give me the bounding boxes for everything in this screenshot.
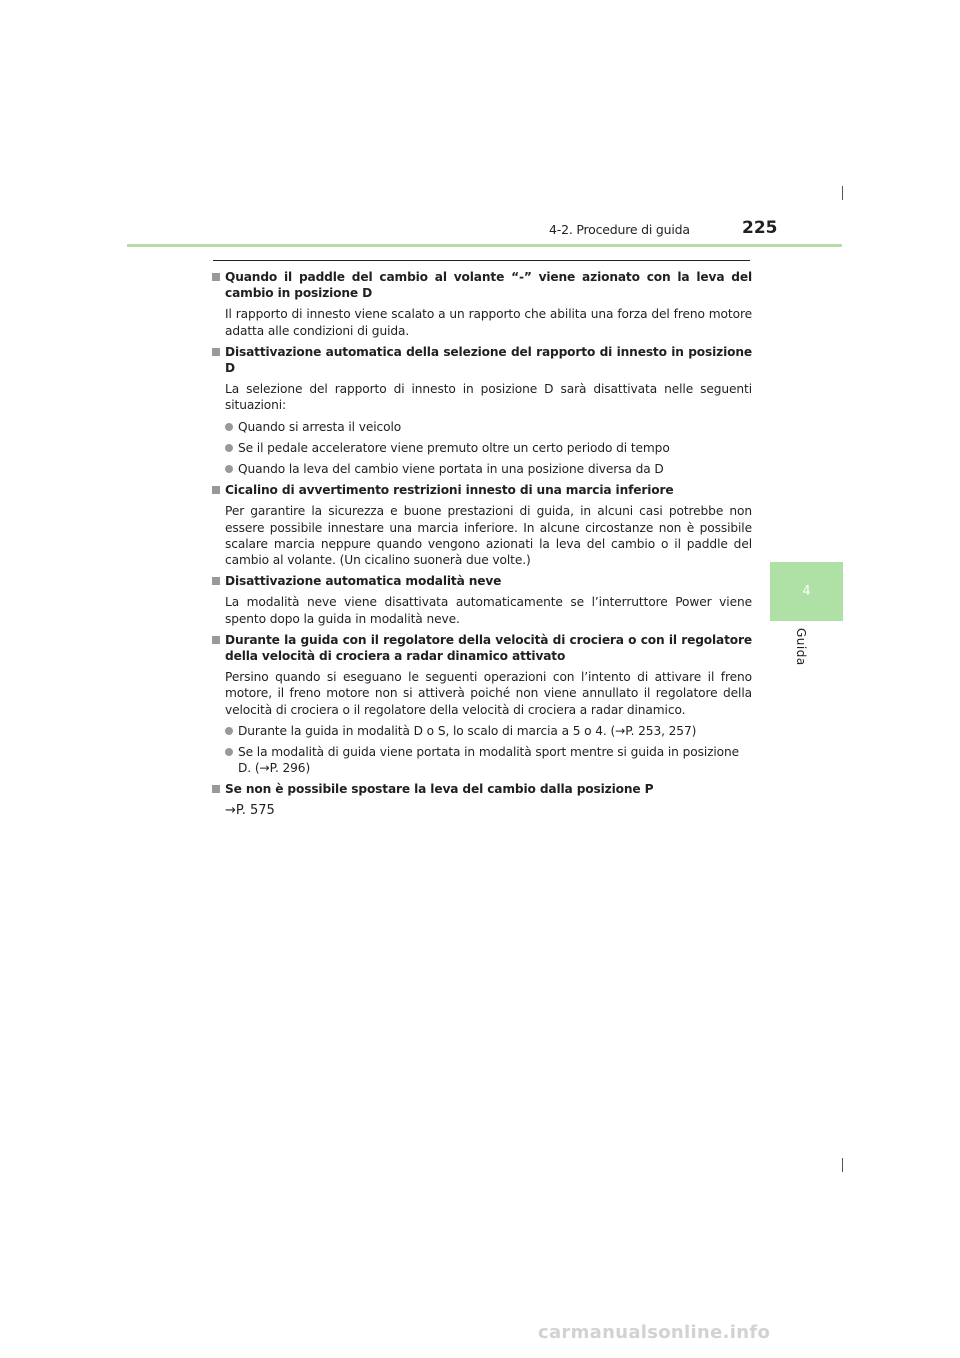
section-heading-text: Durante la guida con il regolatore della velocità di crociera o con il regolatore della velocità di crociera a radar dinamico attivato <box>225 632 752 664</box>
circle-bullet-icon <box>225 465 233 473</box>
list-item-text: Quando si arresta il veicolo <box>238 419 402 434</box>
circle-bullet-icon <box>225 444 233 452</box>
list-item-text: Se la modalità di guida viene portata in modalità sport mentre si guida in posizione D. (→P. 296) <box>238 745 740 776</box>
chapter-number: 4 <box>802 584 811 599</box>
list-item-text: Durante la guida in modalità D o S, lo scalo di marcia a 5 o 4. (→P. 253, 257) <box>238 723 697 738</box>
circle-bullet-icon <box>225 727 233 735</box>
section-heading <box>212 482 752 498</box>
content-top-rule <box>213 260 750 261</box>
list-item <box>212 461 752 477</box>
list-item <box>212 723 752 739</box>
section-paragraph: Persino quando si eseguano le seguenti operazioni con l’intento di attivare il freno motore, il freno motore non si attiverà poiché non viene annullato il regolatore della velocità di crociera o il regolatore della velocità di crociera a radar dinamico. <box>225 670 752 717</box>
list-item-text: Quando la leva del cambio viene portata in una posizione diversa da D <box>238 462 664 477</box>
section-heading <box>212 632 752 664</box>
list-item <box>212 419 752 435</box>
chapter-label: Guida <box>794 628 808 666</box>
crop-mark-bottom <box>842 1158 843 1172</box>
section-heading <box>212 269 752 301</box>
list-item <box>212 440 752 456</box>
square-bullet-icon <box>212 785 220 793</box>
chapter-tab <box>770 562 843 621</box>
section-heading <box>212 573 752 589</box>
section-heading-text: Disattivazione automatica modalità neve <box>225 574 502 589</box>
section-paragraph: Il rapporto di innesto viene scalato a un rapporto che abilita una forza del freno motore adatta alle condizioni di guida. <box>225 307 752 338</box>
header-section-title: 4-2. Procedure di guida <box>549 222 690 237</box>
page-content <box>212 269 752 824</box>
section-heading <box>212 344 752 376</box>
crop-mark-top <box>842 186 843 200</box>
circle-bullet-icon <box>225 748 233 756</box>
page-reference: →P. 575 <box>225 802 275 818</box>
section-heading-text: Disattivazione automatica della selezione del rapporto di innesto in posizione D <box>225 344 752 376</box>
page-number: 225 <box>742 218 778 238</box>
square-bullet-icon <box>212 636 220 644</box>
list-item-text: Se il pedale acceleratore viene premuto oltre un certo periodo di tempo <box>238 440 670 455</box>
section-paragraph: La modalità neve viene disattivata automaticamente se l’interruttore Power viene spento dopo la guida in modalità neve. <box>225 595 752 626</box>
square-bullet-icon <box>212 348 220 356</box>
section-heading-text: Quando il paddle del cambio al volante “-” viene azionato con la leva del cambio in posizione D <box>225 270 752 301</box>
square-bullet-icon <box>212 577 220 585</box>
section-heading-text: Se non è possibile spostare la leva del cambio dalla posizione P <box>225 782 654 797</box>
section-heading <box>212 781 752 797</box>
square-bullet-icon <box>212 486 220 494</box>
section-heading-text: Cicalino di avvertimento restrizioni innesto di una marcia inferiore <box>225 483 674 498</box>
section-paragraph: Per garantire la sicurezza e buone prestazioni di guida, in alcuni casi potrebbe non essere possibile innestare una marcia inferiore. In alcune circostanze non è possibile scalare marcia neppure quando vengono azionati la leva del cambio o il paddle del cambio al volante. (Un cicalino suonerà due volte.) <box>225 504 752 568</box>
section-paragraph: La selezione del rapporto di innesto in posizione D sarà disattivata nelle seguenti situazioni: <box>225 382 752 413</box>
header-rule <box>127 244 842 247</box>
list-item <box>212 744 752 776</box>
watermark: carmanualsonline.info <box>538 1322 771 1343</box>
circle-bullet-icon <box>225 423 233 431</box>
square-bullet-icon <box>212 273 220 281</box>
